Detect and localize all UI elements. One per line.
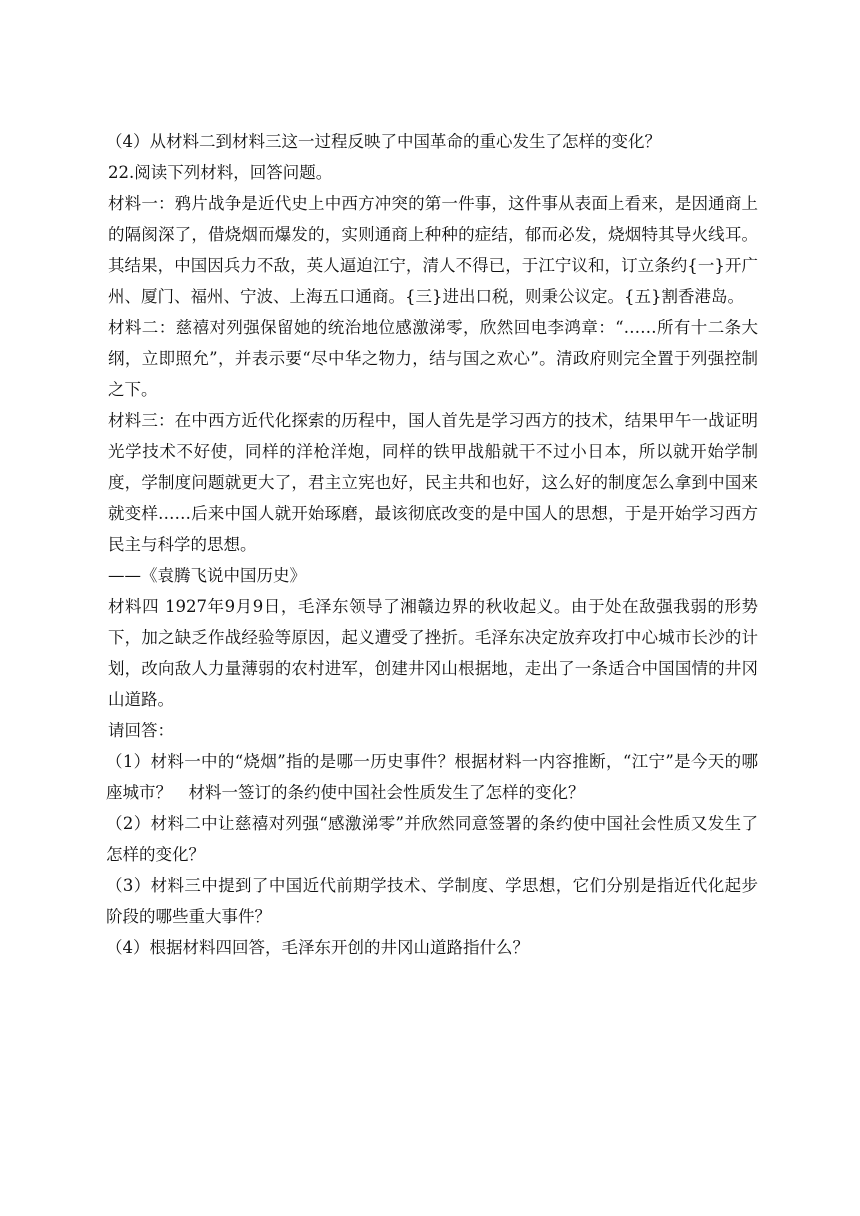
- material-2: 材料二：慈禧对列强保留她的统治地位感激涕零，欣然回电李鸿章：“……所有十二条大纲，立即照允”，并表示要“尽中华之物力，结与国之欢心”。清政府则完全置于列强控制之下。: [108, 318, 758, 399]
- material-4: 材料四 1927年9月9日，毛泽东领导了湘赣边界的秋收起义。由于处在敌强我弱的形势下，加之缺乏作战经验等原因，起义遭受了挫折。毛泽东决定放弃攻打中心城市长沙的计划，改向敌人力量薄弱的农村进军，创建井冈山根据地，走出了一条适合中国国情的井冈山道路。: [108, 597, 758, 709]
- question-1: （1）材料一中的“烧烟”指的是哪一历史事件？根据材料一内容推断，“江宁”是今天的哪座城市？ 材料一签订的条约使中国社会性质发生了怎样的变化？: [106, 752, 758, 802]
- material-3-source: ——《袁腾飞说中国历史》: [108, 566, 306, 585]
- question-4: （4）根据材料四回答，毛泽东开创的井冈山道路指什么？: [106, 938, 529, 957]
- material-3: 材料三：在中西方近代化探索的历程中，国人首先是学习西方的技术，结果甲午一战证明光学技术不好使，同样的洋枪洋炮，同样的铁甲战船就干不过小日本，所以就开始学制度，学制度问题就更大了，君主立宪也好，民主共和也好，这么好的制度怎么拿到中国来就变样……后来中国人就开始琢磨，最该彻底改变的是中国人的思想，于是开始学习西方民主与科学的思想。: [108, 411, 758, 554]
- question-2: （2）材料二中让慈禧对列强“感激涕零”并欣然同意签署的条约使中国社会性质又发生了怎样的变化？: [106, 814, 758, 864]
- question-4-previous: （4）从材料二到材料三这一过程反映了中国革命的重心发生了怎样的变化？: [106, 132, 661, 151]
- material-1: 材料一：鸦片战争是近代史上中西方冲突的第一件事，这件事从表面上看来，是因通商上的隔阂深了，借烧烟而爆发的，实则通商上种种的症结，郁而必发，烧烟特其导火线耳。其结果，中国因兵力不敌，英人逼迫江宁，清人不得已，于江宁议和，订立条约{一}开广州、厦门、福州、宁波、上海五口通商。{三}进出口税，则秉公议定。{五}割香港岛。: [108, 194, 758, 306]
- question-22-heading: 22.阅读下列材料，回答问题。: [108, 163, 333, 182]
- question-3: （3）材料三中提到了中国近代前期学技术、学制度、学思想，它们分别是指近代化起步阶段的哪些重大事件？: [106, 876, 758, 926]
- answer-prompt: 请回答：: [108, 721, 174, 740]
- document-body: [108, 126, 758, 963]
